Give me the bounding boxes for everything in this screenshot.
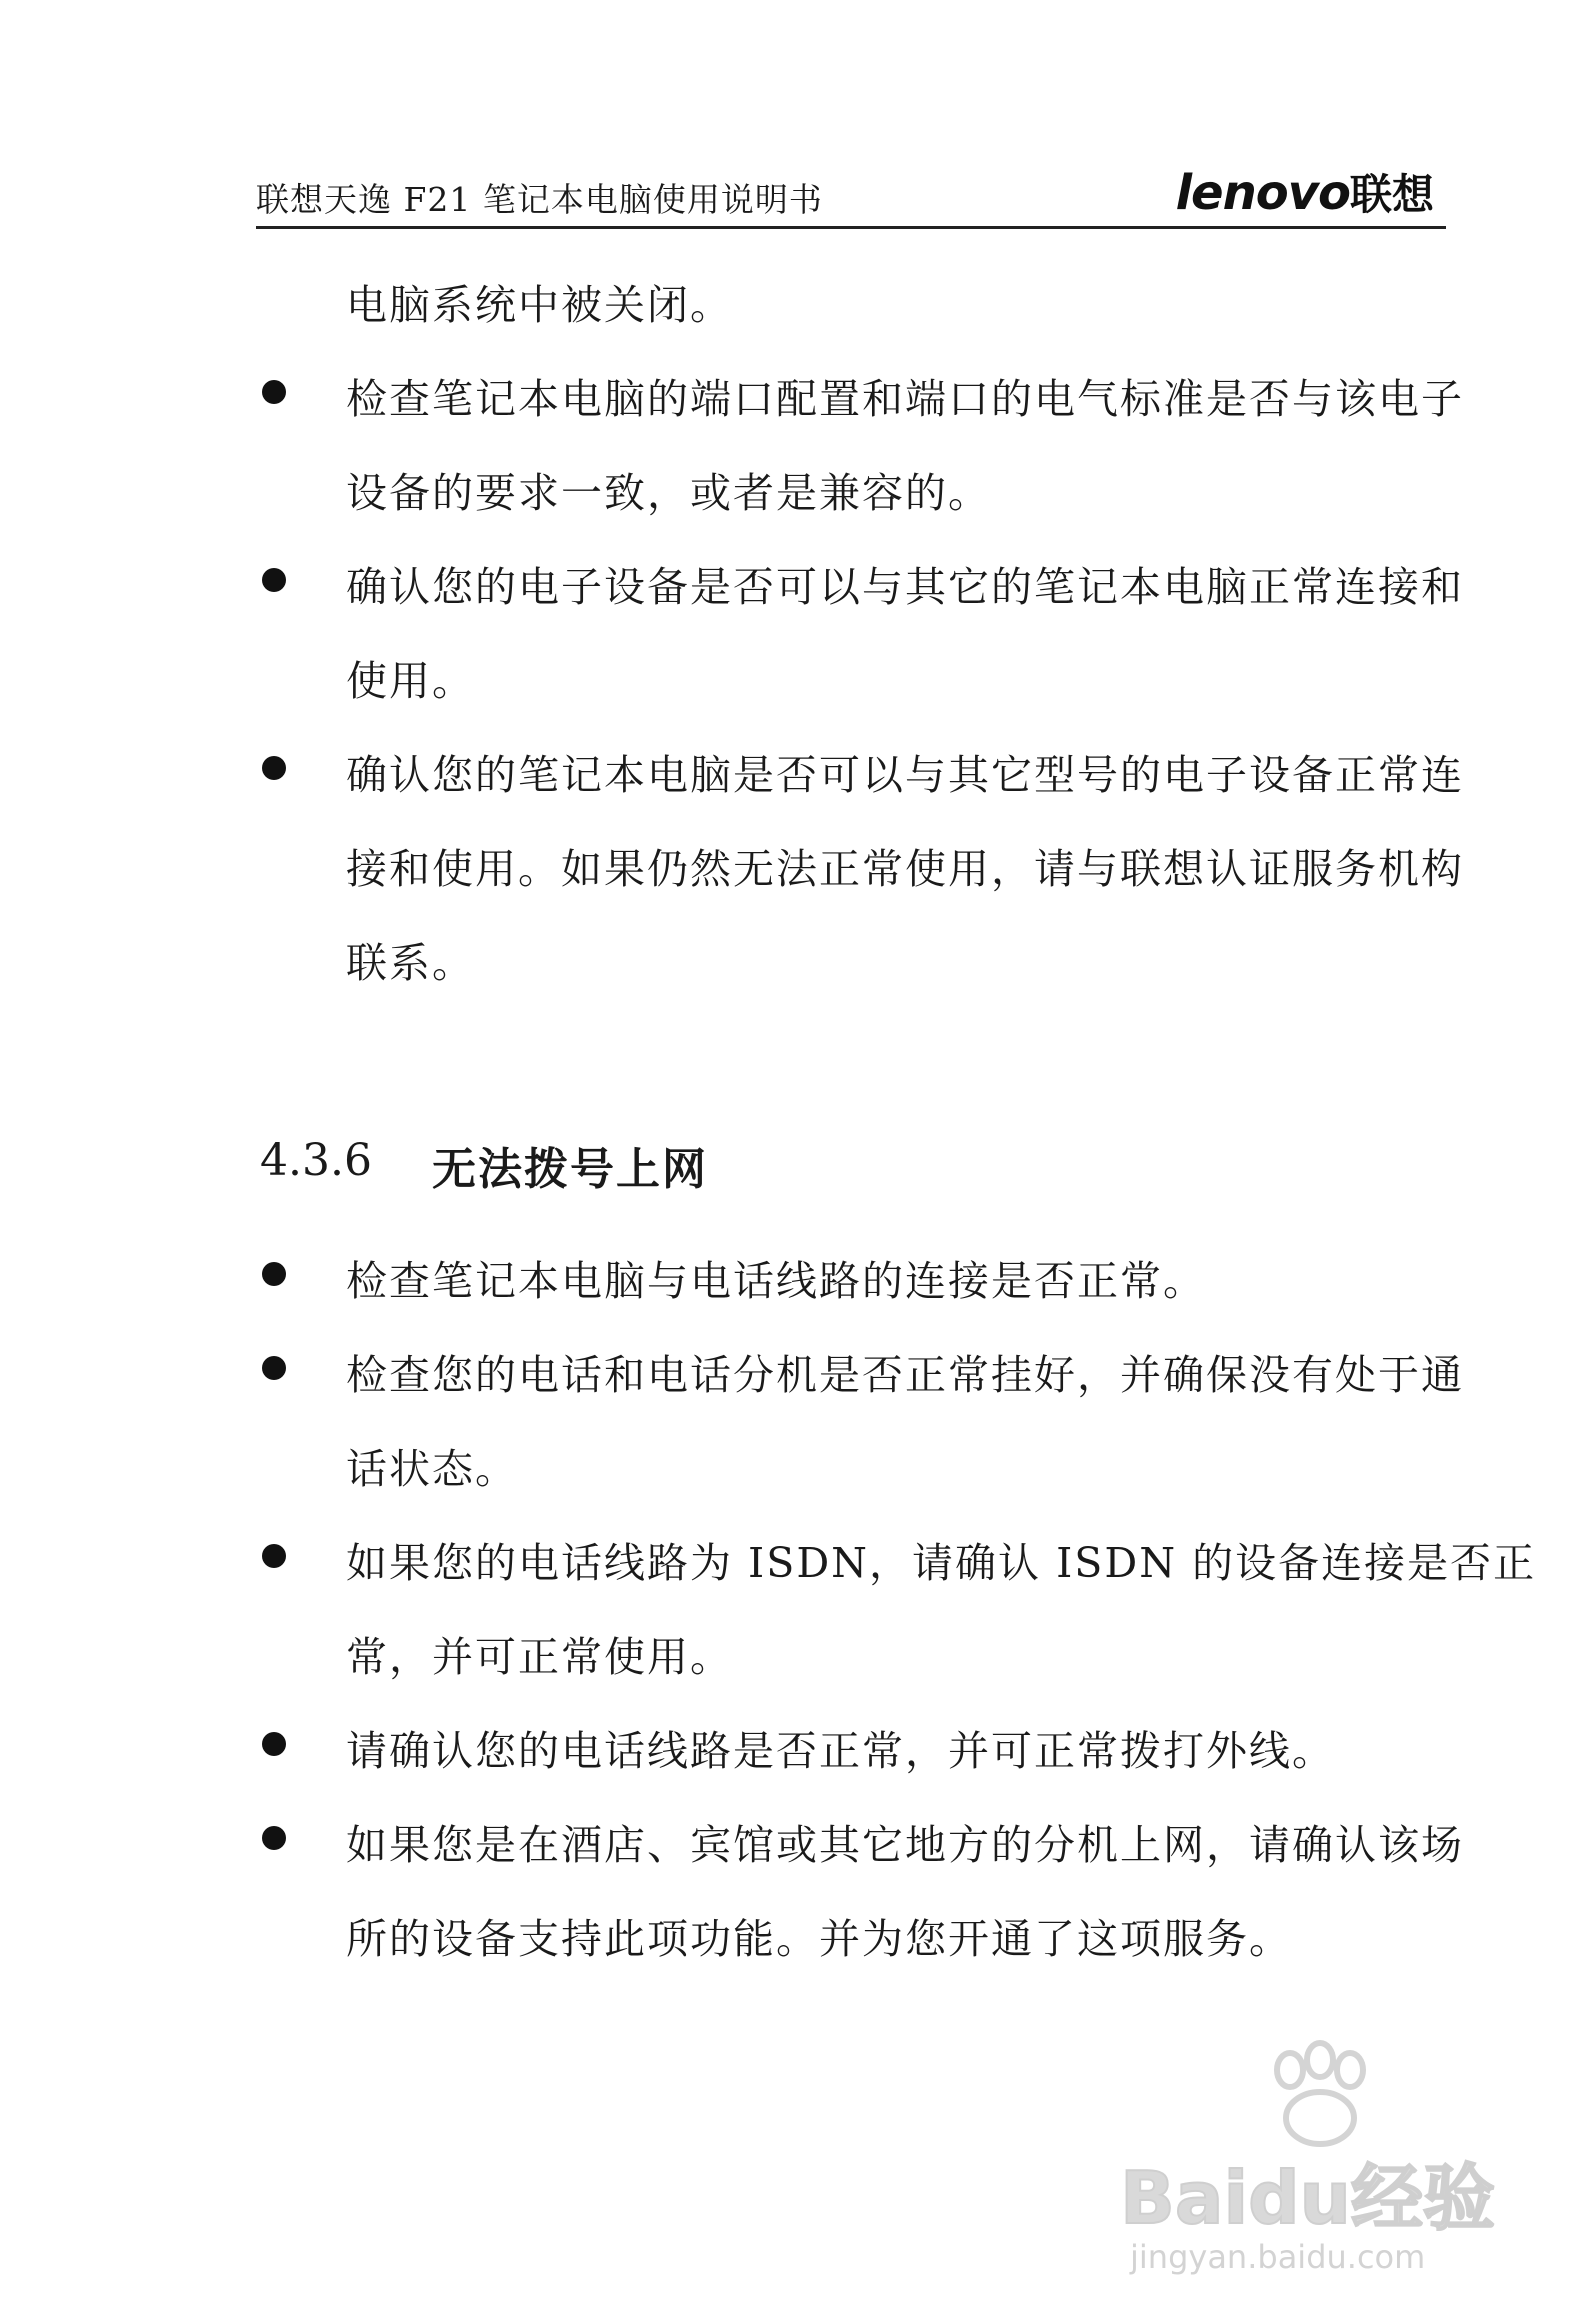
text-line: 使用。 [346,657,475,705]
logo-text: lenovo [1175,165,1350,221]
logo-cn: 联想 [1349,170,1434,219]
text-line: 所的设备支持此项功能。并为您开通了这项服务。 [346,1915,1292,1963]
header-title: 联想天逸 F21 笔记本电脑使用说明书 [256,180,823,219]
text-line: 如果您的电话线路为 ISDN，请确认 ISDN 的设备连接是否正 [346,1539,1537,1587]
bullet-icon [262,756,286,780]
text-line: 请确认您的电话线路是否正常，并可正常拨打外线。 [346,1727,1335,1775]
text-line: 话状态。 [346,1445,518,1493]
bullet-icon [262,1544,286,1568]
bullet-icon [262,1732,286,1756]
text-line: 确认您的电子设备是否可以与其它的笔记本电脑正常连接和 [346,563,1464,611]
page-header [256,160,1446,229]
text-line: 常，并可正常使用。 [346,1633,733,1681]
bullet-icon [262,1262,286,1286]
text-line: 检查您的电话和电话分机是否正常挂好，并确保没有处于通 [346,1351,1464,1399]
text-line: 电脑系统中被关闭。 [346,281,733,329]
baidu-watermark [1120,2040,1520,2280]
watermark-url: jingyan.baidu.com [1130,2238,1426,2276]
watermark-brand: Baidu经验 [1120,2156,1495,2240]
paw-icon [1250,2040,1390,2150]
bullet-icon [262,380,286,404]
text-line: 接和使用。如果仍然无法正常使用，请与联想认证服务机构 [346,845,1464,893]
text-line: 联系。 [346,939,475,987]
section-number: 4.3.6 [260,1135,372,1186]
text-line: 确认您的笔记本电脑是否可以与其它型号的电子设备正常连 [346,751,1464,799]
text-line: 如果您是在酒店、宾馆或其它地方的分机上网，请确认该场 [346,1821,1464,1869]
text-line: 检查笔记本电脑与电话线路的连接是否正常。 [346,1257,1206,1305]
lenovo-logo [1176,162,1434,222]
text-line: 检查笔记本电脑的端口配置和端口的电气标准是否与该电子 [346,375,1464,423]
section-title: 无法拨号上网 [432,1144,708,1195]
text-line: 设备的要求一致，或者是兼容的。 [346,469,991,517]
bullet-icon [262,1826,286,1850]
bullet-icon [262,568,286,592]
bullet-icon [262,1356,286,1380]
